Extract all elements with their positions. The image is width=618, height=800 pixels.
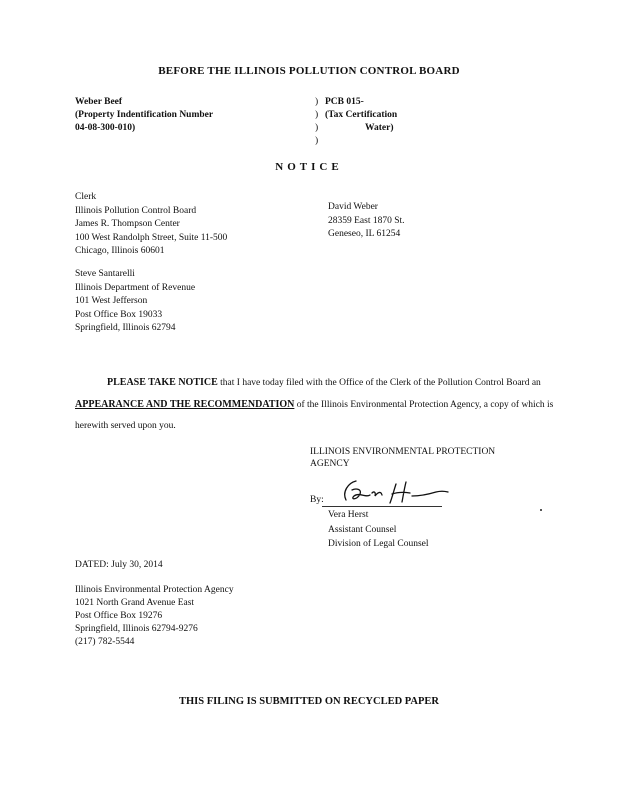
address-line: 101 West Jefferson [75, 296, 148, 306]
case-caption-docket [325, 96, 397, 135]
address-line: 1021 North Grand Avenue East [75, 598, 195, 608]
signature-agency [310, 446, 495, 470]
signer-title: Assistant Counsel [328, 524, 397, 535]
scan-speck [540, 509, 542, 511]
caption-pcb-number: PCB 015- [325, 97, 364, 107]
caption-property-id-number: 04-08-300-010) [75, 123, 136, 133]
notice-heading: NOTICE [275, 161, 343, 173]
signer-division: Division of Legal Counsel [328, 539, 429, 549]
caption-paren: ) [315, 97, 319, 107]
phone-number: (217) 782-5544 [75, 637, 135, 647]
notice-body-text [75, 372, 555, 437]
address-line: Post Office Box 19276 [75, 611, 163, 621]
handwritten-signature [326, 478, 452, 508]
signer-block [328, 508, 429, 552]
agency-name-line: ILLINOIS ENVIRONMENTAL PROTECTION [310, 447, 496, 457]
address-line: Clerk [75, 192, 97, 202]
signature-by-label: By: [310, 495, 324, 505]
caption-property-id-label: (Property Indentification Number [75, 110, 214, 120]
dated-line: DATED: July 30, 2014 [75, 560, 163, 570]
caption-paren: ) [315, 136, 319, 146]
address-line: Geneseo, IL 61254 [328, 229, 401, 239]
notice-body-part1: that I have today filed with the Office of the Clerk of the Pollution Control Board an [217, 378, 541, 388]
address-line: Illinois Pollution Control Board [75, 205, 197, 216]
addressee-clerk [75, 191, 227, 259]
caption-paren: ) [315, 110, 319, 120]
document-title: BEFORE THE ILLINOIS POLLUTION CONTROL BOARD [158, 65, 460, 77]
notice-lead: PLEASE TAKE NOTICE [107, 377, 218, 388]
caption-party-name: Weber Beef [75, 97, 123, 107]
notice-body-paragraph [75, 372, 555, 437]
case-caption-parties [75, 96, 213, 135]
caption-paren: ) [315, 123, 319, 133]
address-line: Steve Santarelli [75, 269, 135, 279]
address-line: James R. Thompson Center [75, 219, 180, 229]
agency-name-line: AGENCY [310, 459, 350, 469]
addressee-revenue [75, 268, 195, 336]
recycled-paper-note: THIS FILING IS SUBMITTED ON RECYCLED PAPER [178, 696, 440, 707]
address-line: 28359 East 1870 St. [328, 215, 405, 226]
address-line: Illinois Environmental Protection Agency [75, 585, 234, 595]
address-line: Springfield, Illinois 62794-9276 [75, 624, 198, 634]
address-line: David Weber [328, 202, 378, 212]
addressee-weber [328, 201, 405, 242]
filing-title: APPEARANCE AND THE RECOMMENDATION [75, 399, 295, 410]
address-line: Illinois Department of Revenue [75, 282, 196, 293]
sender-address [75, 584, 234, 649]
caption-water: Water) [365, 123, 394, 133]
address-line: Springfield, Illinois 62794 [75, 323, 176, 333]
notice-body-part2: of the Illinois Environmental Protection Agency, a copy of which is herewith served upon you. [75, 400, 554, 431]
signer-name: Vera Herst [328, 510, 369, 520]
address-line: 100 West Randolph Street, Suite 11-500 [75, 232, 228, 243]
caption-tax-certification: (Tax Certification [325, 110, 398, 120]
caption-parentheses [315, 96, 318, 148]
address-line: Chicago, Illinois 60601 [75, 246, 165, 256]
address-line: Post Office Box 19033 [75, 309, 163, 320]
